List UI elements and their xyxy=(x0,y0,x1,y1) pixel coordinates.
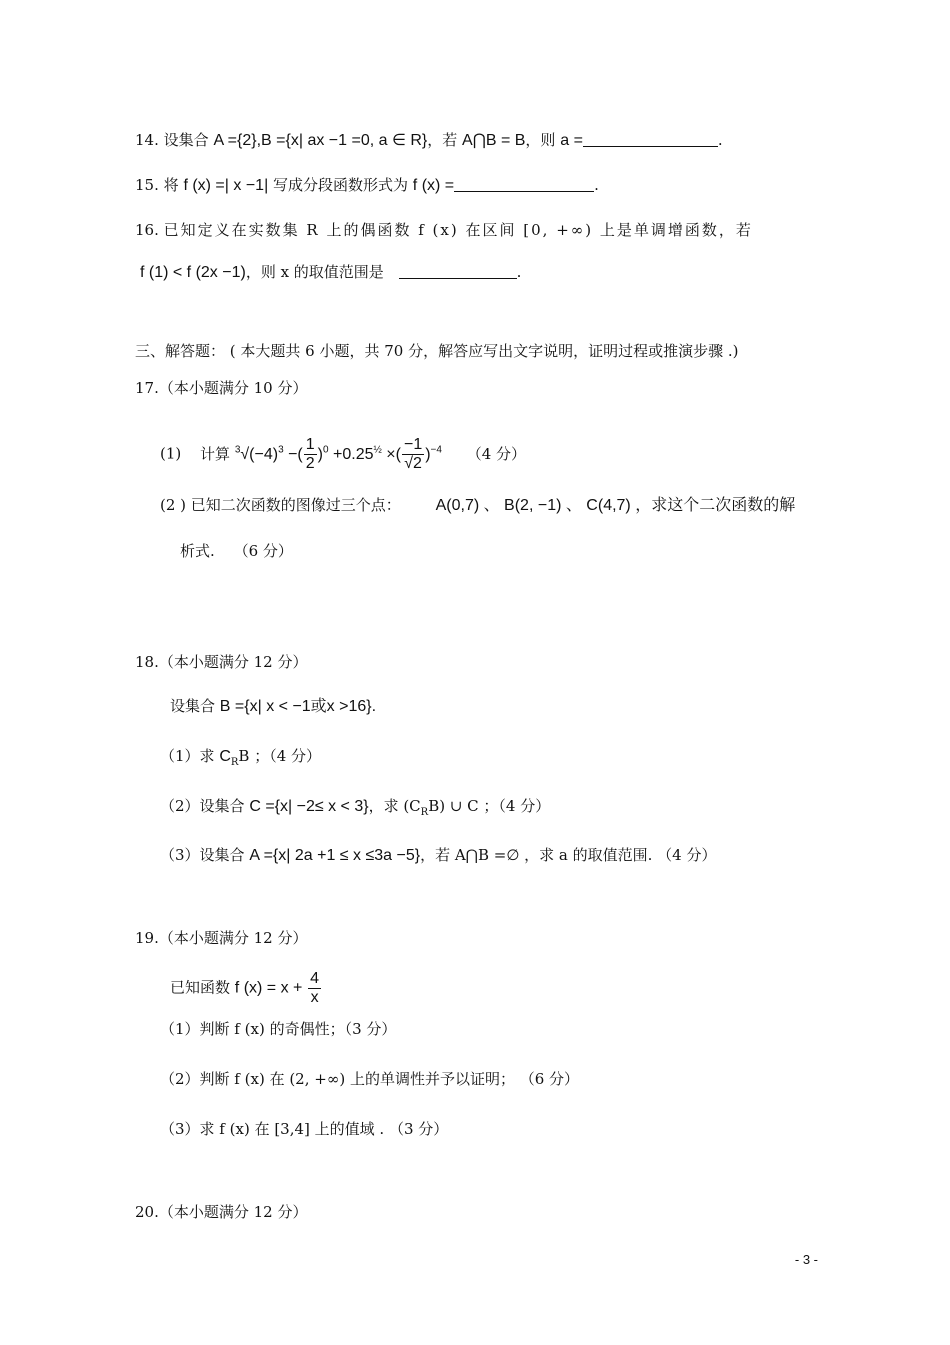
question-18-header: 18.（本小题满分 12 分） xyxy=(135,653,308,671)
question-16: 16. 已知定义在实数集 R 上的偶函数 f (x) 在区间 [0, +∞) 上是单调增函数，若 xyxy=(135,221,753,239)
section-3-title: 三、解答题： ( 本大题共 6 小题，共 70 分，解答应写出文字说明，证明过程或推演步骤 .) xyxy=(135,342,739,360)
question-19-intro: 已知函数 f (x) = x + $\frac{4}{x}$ xyxy=(170,970,320,1006)
question-17-part-2-cont: 析式. （6 分） xyxy=(180,542,293,560)
question-17-part-2: (2 ) 已知二次函数的图像过三个点： A(0,7) 、 B(2, −1) 、 C(4,7) ，求这个二次函数的解 xyxy=(160,496,796,514)
question-18-intro: 设集合 B ={x| x < −1或x >16}. xyxy=(170,697,377,715)
question-19-part-2: （2）判断 f (x) 在 (2, +∞) 上的单调性并予以证明； （6 分） xyxy=(160,1070,580,1088)
question-20-header: 20.（本小题满分 12 分） xyxy=(135,1203,308,1221)
question-14: 14. 设集合 A ={2},B ={x| ax −1 =0, a ∈ R}，若 A⋂B = B，则 a = . xyxy=(135,131,723,149)
question-19-header: 19.（本小题满分 12 分） xyxy=(135,929,308,947)
question-18-part-1: （1）求 $C_RB$ ；（4 分） xyxy=(160,747,322,768)
math-expression: $^3√(-4)^3$ −( $\frac{1}{2}$ )$^0 +0.25^{\frac{1}{2}}$ ×( $\frac{-1}{√2}$ )$^{-4}$ xyxy=(234,436,442,472)
answer-blank[interactable] xyxy=(454,175,594,192)
fraction: $\frac{4}{x}$ xyxy=(310,970,320,1006)
page-number: - 3 - xyxy=(794,1252,818,1267)
question-16-cont: f (1) < f (2x −1)，则 x 的取值范围是 . xyxy=(140,263,522,281)
question-15: 15. 将 f (x) =| x −1| 写成分段函数形式为 f (x) = . xyxy=(135,176,599,194)
question-19-part-3: （3）求 f (x) 在 [3,4] 上的值域 . （3 分） xyxy=(160,1120,449,1138)
answer-blank[interactable] xyxy=(399,262,517,279)
question-17-header: 17.（本小题满分 10 分） xyxy=(135,379,308,397)
answer-blank[interactable] xyxy=(583,130,718,147)
question-17-part-1: (1) 计算 $^3√(-4)^3$ −( $\frac{1}{2}$ )$^0 +0.25^{\frac{1}{2}}$ ×( $\frac{-1}{√2}$ )$^{-4}$ （4 分） xyxy=(160,436,527,472)
question-18-part-3: （3）设集合 A ={x| 2a +1 ≤ x ≤3a −5}，若 A⋂B =∅ ，求 a 的取值范围. （4 分） xyxy=(160,846,717,864)
question-19-part-1: （1）判断 f (x) 的奇偶性；（3 分） xyxy=(160,1020,397,1038)
question-18-part-2: （2）设集合 C ={x| −2≤ x < 3}，求 $(C_RB)$ ∪ C ；（4 分） xyxy=(160,797,551,818)
